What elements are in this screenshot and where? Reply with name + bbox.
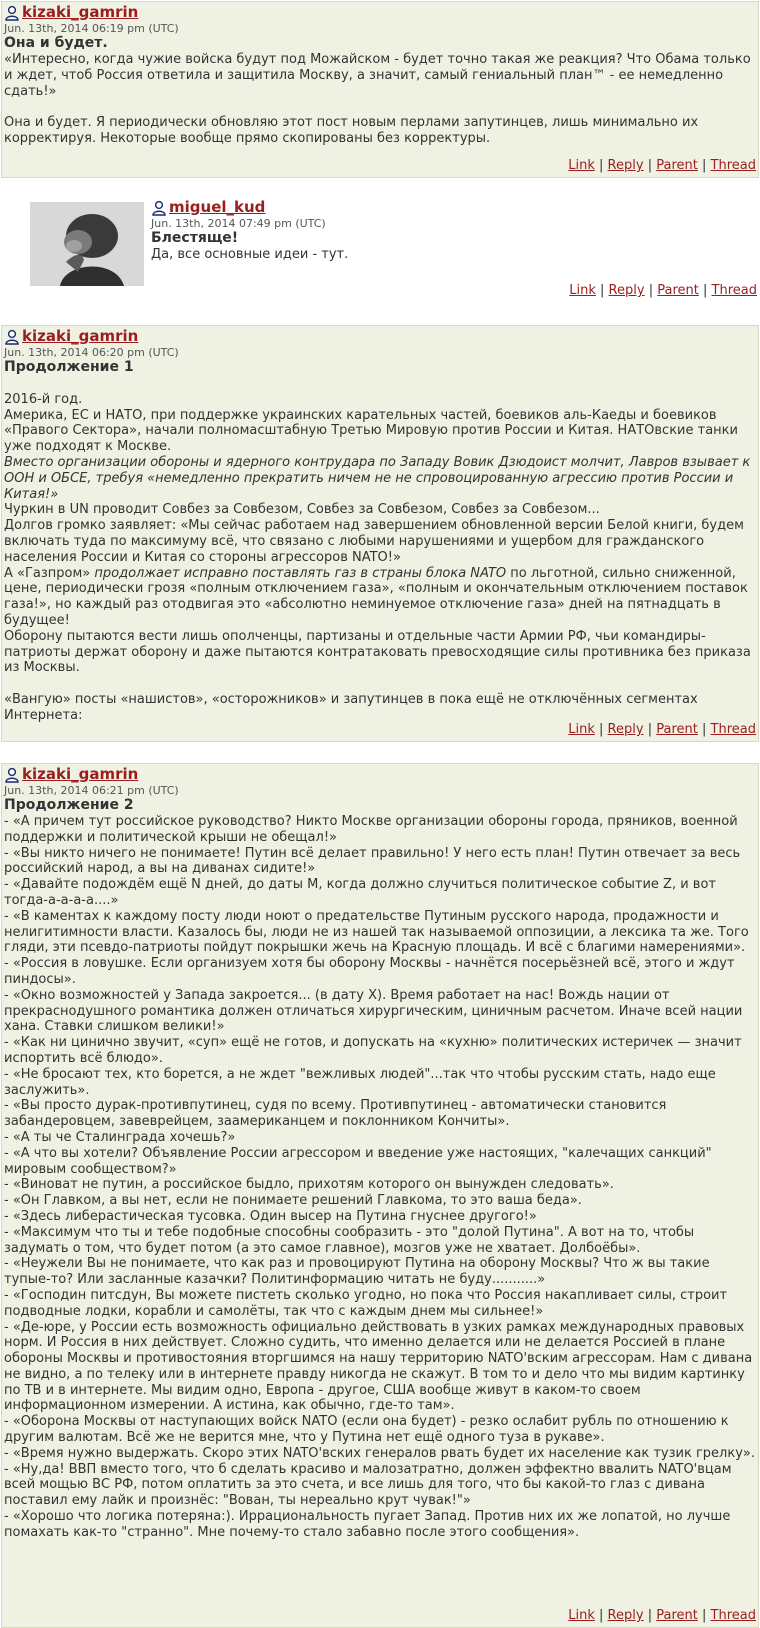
thread-link[interactable]: Thread (710, 1608, 756, 1624)
username-link[interactable]: miguel_kud (169, 198, 266, 217)
body-paragraph (4, 676, 757, 692)
link-separator: | (703, 283, 708, 299)
body-paragraph: Оборону пытаются вести лишь ополченцы, партизаны и отдельные части Армии РФ, чьи командиры-патриоты держат оборону и даже пытаются контратаковать превосходящие силы противника без приказа из Москвы. (4, 628, 751, 676)
text-span: продолжает исправно поставлять газ в страны блока NATO (94, 565, 507, 581)
body-paragraph (4, 376, 757, 392)
body-paragraph: - «Окно возможностей у Запада закроется... (в дату X). Время работает на нас! Вождь нации от прекраснодушного романтика должен отличаться хирургическим, циничным расчетом. Иначе всей нации хана. Ставки слишком велики!» (4, 987, 743, 1035)
body-paragraph: - «Виноват не путин, а российское быдло, прихотям которого он вынужден следовать». (4, 1177, 614, 1193)
parent-link[interactable]: Parent (656, 722, 698, 738)
user-icon (4, 329, 20, 345)
comment-3 (1, 325, 759, 742)
user-icon (4, 767, 20, 783)
avatar[interactable] (30, 202, 144, 286)
link-separator: | (702, 158, 707, 174)
body-paragraph: - «Давайте подождём ещё N дней, до даты М, когда должно случиться политическое событие Z, и вот тогда-а-а-а-а....» (4, 877, 716, 908)
comment-subject: Продолжение 2 (4, 797, 134, 813)
body-paragraph: - «Максимум что ты и тебе подобные способны сообразить - это "долой Путина". А вот на то, чтобы задумать о том, что будет потом (а это самое главное), мозгов уже не хватает. Долбоёбы». (4, 1224, 695, 1256)
link-link[interactable]: Link (568, 722, 595, 738)
comment-body (4, 814, 757, 1541)
parent-link[interactable]: Parent (656, 158, 698, 174)
body-paragraph: Вместо организации обороны и ядерного контрудара по Западу Вовик Дзюдоист молчит, Лавров взывает к ООН и ОБСЕ, требуя «немедленно прекратить ничем не не спровоцированную агрессию против России и Китая!» (4, 454, 751, 502)
comment-date: Jun. 13th, 2014 06:19 pm (UTC) (4, 22, 179, 35)
body-paragraph: - «А причем тут российское руководство? Никто Москве организации обороны города, пряников, военной поддержки и политической крыши не обещал!» (4, 814, 738, 845)
link-separator: | (648, 283, 654, 299)
text-span: А «Газпром» (4, 565, 95, 581)
link-link[interactable]: Link (568, 1608, 595, 1624)
body-paragraph: - «А что вы хотели? Объявление России агрессором и введение уже настоящих, "калечащих санкций" мировым сообществом?» (4, 1145, 712, 1177)
parent-link[interactable]: Parent (657, 283, 699, 299)
body-paragraph: - «Здесь либерастическая тусовка. Один высер на Путина гнуснее другого!» (4, 1208, 537, 1224)
body-paragraph: - «А ты че Сталинграда хочешь?» (4, 1129, 236, 1145)
comment-2 (30, 196, 759, 302)
user-icon (151, 200, 167, 216)
comment-links (568, 1608, 756, 1624)
link-separator: | (599, 722, 604, 738)
body-paragraph: Да, все основные идеи - тут. (151, 247, 349, 262)
body-paragraph (4, 99, 757, 115)
comment-subject: Блестяще! (151, 230, 239, 246)
body-paragraph: 2016-й год. (4, 391, 83, 407)
body-paragraph: - «Как ни цинично звучит, «суп» ещё не готов, и допускать на «кухню» политических истеричек — значит испортить всё блюдо». (4, 1035, 742, 1066)
link-separator: | (599, 1608, 604, 1624)
reply-link[interactable]: Reply (607, 1608, 644, 1624)
comment-body (4, 52, 757, 147)
thread-link[interactable]: Thread (710, 722, 756, 738)
comment-body (4, 376, 757, 724)
body-paragraph: - «Оборона Москвы от наступающих войск NATO (если она будет) - резко ослабит рубль по отношению к другим валютам. Всё же не верится мне, что у Путина нет ещё одного туза в рукаве». (4, 1414, 729, 1446)
link-separator: | (702, 722, 707, 738)
comment-links (568, 158, 756, 174)
body-paragraph: - «Россия в ловушке. Если организуем хотя бы оборону Москвы - начнётся посерьёзней всё, этого и ждут пиндосы». (4, 956, 735, 987)
comment-date: Jun. 13th, 2014 06:20 pm (UTC) (4, 346, 179, 359)
body-paragraph: Чуркин в UN проводит Совбез за Совбезом, Совбез за Совбезом, Совбез за Совбезом... (4, 502, 600, 518)
body-paragraph: - «Господин питсдун, Вы можете пистеть сколько угодно, но пока что Россия накапливает силы, строит подводные лодки, корабли и самолёты, так что с каждым днем мы сильнее!» (4, 1287, 728, 1319)
comment-links (569, 283, 757, 299)
reply-link[interactable]: Reply (608, 283, 645, 299)
comment-body (151, 247, 759, 263)
username-link[interactable]: kizaki_gamrin (22, 327, 139, 346)
link-link[interactable]: Link (569, 283, 596, 299)
comment-date: Jun. 13th, 2014 07:49 pm (UTC) (151, 217, 326, 230)
body-paragraph: - «Вы никто ничего не понимаете! Путин всё делает правильно! У него есть план! Путин отвечает за весь российский народ, а вы на диванах сидите!» (4, 845, 741, 877)
reply-link[interactable]: Reply (607, 722, 644, 738)
body-paragraph: - «Ну,да! ВВП вместо того, что б сделать красиво и малозатратно, должен эффектно ввалить NATO'вцам всей мощью ВС РФ, потом оплатить за это счета, и все лишь для того, что бы какой-то глаз с дивана поставил ему лайк и произнёс: "Вован, ты нереально крут чувак!"» (4, 1461, 732, 1509)
link-separator: | (647, 722, 653, 738)
link-separator: | (599, 158, 604, 174)
body-paragraph: «Вангую» посты «нашистов», «осторожников» и запутинцев в пока ещё не отключённых сегментах Интернета: (4, 691, 698, 723)
link-separator: | (647, 1608, 653, 1624)
body-paragraph: - «Вы просто дурак-противпутинец, судя по всему. Противпутинец - автоматически становится забандеровцем, завеврейцем, заамериканцем и поклонником Кончиты». (4, 1098, 667, 1130)
thread-link[interactable]: Thread (710, 158, 756, 174)
body-paragraph: Она и будет. Я периодически обновляю этот пост новым перлами запутинцев, лишь минимально их корректируя. Некоторые вообще прямо скопированы без корректуры. (4, 115, 699, 146)
thread-link[interactable]: Thread (711, 283, 757, 299)
body-paragraph: - «Время нужно выдержать. Скоро этих NATO'вских генералов рвать будет их население как тузик грелку». (4, 1445, 755, 1461)
comment-header (4, 4, 757, 22)
link-separator: | (647, 158, 653, 174)
parent-link[interactable]: Parent (656, 1608, 698, 1624)
comment-header (4, 328, 757, 346)
comment-1 (1, 1, 759, 178)
reply-link[interactable]: Reply (607, 158, 644, 174)
body-paragraph: Америка, ЕС и НАТО, при поддержке украинских карательных частей, боевиков аль-Каеды и боевиков «Правого Сектора», начали полномасштабную Третью Мировую против России и Китая. НАТОвские танки уже подходят к Москве. (4, 407, 738, 455)
link-link[interactable]: Link (568, 158, 595, 174)
comment-subject: Продолжение 1 (4, 359, 134, 375)
body-paragraph: - «Хорошо что логика потеряна:). Иррациональность пугает Запад. Против них их же лопатой, но лучше помахать как-то "странно". Мне почему-то стало забавно после этого сообщения». (4, 1509, 731, 1540)
body-paragraph: - «Де-юре, у России есть возможность официально действовать в узких рамках международных правовых норм. И Россия в них действует. Сложно судить, что именно делается или не делается Россией в плане обороны Москвы и противостояния вторгшимся на нашу территорию NATO'вским агрессорам. Нам с дивана не видно, а по телеку или в интернете правду никогда не скажут. В том то и дело что мы видим картинку по ТВ и в интернете. Мы видим одно, Европа - другое, США вообще живут в каком-то своем информационном измерении. А истина, как обычно, где-то там». (4, 1319, 753, 1414)
body-paragraph (4, 566, 757, 629)
comment-links (568, 722, 756, 738)
body-paragraph: - «Неужели Вы не понимаете, что как раз и провоцируют Путина на оборону Москвы? Что ж вы такие тупые-то? Или засланные казачки? Политинформацию читать не буду...........» (4, 1256, 710, 1288)
comment-subject: Она и будет. (4, 35, 108, 51)
avatar-image (30, 202, 144, 286)
comment-header (151, 199, 759, 217)
body-paragraph: - «Он Главком, а вы нет, если не понимаете решений Главкома, то это ваша беда». (4, 1193, 582, 1209)
user-icon (4, 5, 20, 21)
username-link[interactable]: kizaki_gamrin (22, 3, 139, 22)
body-paragraph: «Интересно, когда чужие войска будут под Можайском - будет точно такая же реакция? Что Обама только и ждет, чтоб Россия ответила и защитила Москву, а значит, самый гениальный план™ - ее немедленно сдать!» (4, 52, 751, 99)
link-separator: | (702, 1608, 707, 1624)
link-separator: | (600, 283, 605, 299)
comment-date: Jun. 13th, 2014 06:21 pm (UTC) (4, 784, 179, 797)
body-paragraph: - «Не бросают тех, кто борется, а не ждет "вежливых людей"...так что чтобы русским стать, надо еще заслужить». (4, 1066, 716, 1098)
username-link[interactable]: kizaki_gamrin (22, 765, 139, 784)
text-span: по льготной, сильно сниженной, цене, периодически грозя «полным отключением газа», «полным и окончательным отключением поставок газа!», но каждый раз отодвигая это «абсолютно неминуемое отключение газа» дней на пятнадцать в будущее! (4, 565, 748, 628)
body-paragraph: Долгов громко заявляет: «Мы сейчас работаем над завершением обновленной версии Белой книги, будем включать туда по максимуму всё, что связано с любыми нарушениями и ущербом для гражданского населения России и Китая со стороны агрессоров NATO!» (4, 518, 744, 565)
comment-header (4, 766, 757, 784)
body-paragraph: - «В каментах к каждому посту люди ноют о предательстве Путиным русского народа, продажности и нелигитимности власти. Казалось бы, люди не из нашей так называемой оппозиции, а лексика та же. Того гляди, эти псевдо-патриоты пойдут покрышки жечь на Красную площадь. И всё с благими намерениями». (4, 908, 749, 956)
comment-4 (1, 763, 759, 1628)
